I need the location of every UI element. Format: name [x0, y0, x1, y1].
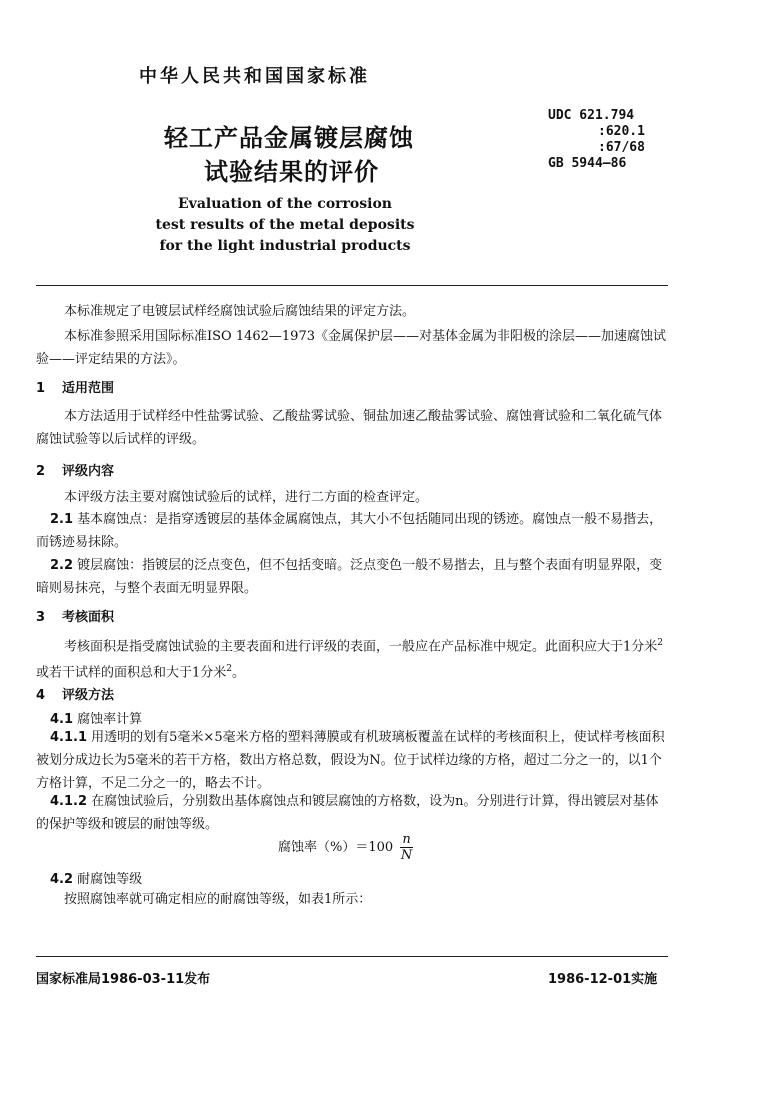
- footer-divider: [36, 956, 668, 957]
- section-title: 评级内容: [62, 464, 115, 479]
- formula-denominator: N: [400, 848, 413, 863]
- section-3-text: [36, 632, 666, 685]
- formula-numerator: n: [402, 832, 411, 847]
- gb-code: GB 5944—86: [548, 156, 627, 171]
- section-2-text: 本评级方法主要对腐蚀试验后的试样，进行二方面的检查评定。: [64, 490, 429, 505]
- section-1-heading: [36, 377, 114, 396]
- effective-date: 1986-12-01实施: [548, 972, 658, 987]
- clause-text: 在腐蚀试验后，分别数出基体腐蚀点和镀层腐蚀的方格数，设为n。分别进行计算，得出镀层对基体的保护等级和镀层的耐蚀等级。: [36, 794, 659, 832]
- section-3-heading: [36, 606, 114, 625]
- clause-2-2: [36, 554, 666, 600]
- english-title-line-2: test results of the metal deposits: [155, 217, 415, 233]
- clause-number: 2.2: [50, 558, 74, 573]
- section-number: 2: [36, 464, 46, 479]
- title-line-1: 轻工产品金属镀层腐蚀: [164, 124, 414, 152]
- superscript: 2: [226, 664, 233, 675]
- intro-paragraph-2: 本标准参照采用国际标准ISO 1462—1973《金属保护层——对基体金属为非阳极的涂层——加速腐蚀试验——评定结果的方法》。: [36, 329, 666, 367]
- clause-text: 用透明的划有5毫米×5毫米方格的塑料薄膜或有机玻璃板覆盖在试样的考核面积上，使试样考核面积被划分成边长为5毫米的若干方格，数出方格总数，假设为N。位于试样边缘的方格，超过二分之一的，以1个方格计算，不足二分之一的，略去不计。: [36, 730, 665, 791]
- formula-fraction: [400, 832, 412, 863]
- intro-paragraph-1: 本标准规定了电镀层试样经腐蚀试验后腐蚀结果的评定方法。: [64, 304, 416, 319]
- section-3-text-c: 。: [232, 665, 246, 681]
- corrosion-rate-formula: [278, 832, 413, 863]
- clause-number: 4.1: [50, 712, 74, 727]
- clause-number: 4.1.2: [50, 794, 88, 809]
- udc-code: UDC 621.794: [548, 108, 635, 123]
- section-number: 4: [36, 688, 46, 703]
- classification-codes: [548, 108, 645, 172]
- clause-number: 4.2: [50, 872, 74, 887]
- formula-lhs: 腐蚀率（%）＝100: [278, 840, 394, 855]
- udc-code-3: :67/68: [598, 140, 645, 155]
- superscript: 2: [657, 638, 664, 648]
- section-4-heading: [36, 684, 114, 703]
- section-number: 1: [36, 381, 46, 396]
- udc-code-2: :620.1: [598, 124, 645, 139]
- section-title: 适用范围: [62, 381, 115, 396]
- clause-2-1: [36, 508, 666, 554]
- section-2-heading: [36, 460, 114, 479]
- section-3-text-b: 或若干试样的面积总和大于1分米: [36, 665, 227, 681]
- clause-number: 4.1.1: [50, 730, 88, 745]
- english-title: [150, 194, 420, 257]
- top-divider: [36, 285, 668, 286]
- section-number: 3: [36, 610, 46, 625]
- clause-4-2-text: 按照腐蚀率就可确定相应的耐腐蚀等级，如表1所示：: [64, 892, 372, 907]
- issue-date: 国家标准局1986-03-11发布: [36, 972, 211, 987]
- section-3-text-a: 考核面积是指受腐蚀试验的主要表面和进行评级的表面，一般应在产品标准中规定。此面积应大于1分米: [64, 639, 658, 655]
- english-title-line-3: for the light industrial products: [159, 238, 411, 254]
- clause-number: 2.1: [50, 512, 74, 527]
- clause-title: 耐腐蚀等级: [77, 872, 143, 887]
- section-title: 考核面积: [62, 610, 115, 625]
- english-title-line-1: Evaluation of the corrosion: [178, 196, 392, 212]
- section-1-text: 本方法适用于试样经中性盐雾试验、乙酸盐雾试验、铜盐加速乙酸盐雾试验、腐蚀膏试验和二氧化硫气体腐蚀试验等以后试样的评级。: [36, 409, 663, 447]
- clause-text: 镀层腐蚀：指镀层的泛点变色，但不包括变暗。泛点变色一般不易揩去，且与整个表面有明显界限，变暗则易抹亮，与整个表面无明显界限。: [36, 558, 663, 596]
- clause-4-1-1: [36, 726, 666, 795]
- clause-text: 基本腐蚀点：是指穿透镀层的基体金属腐蚀点，其大小不包括随同出现的锈迹。腐蚀点一般不易揩去，而锈迹易抹除。: [36, 512, 663, 550]
- clause-4-1-2: [36, 790, 666, 836]
- national-standard-header: 中华人民共和国国家标准: [139, 66, 370, 87]
- title-line-2: 试验结果的评价: [204, 158, 379, 186]
- clause-title: 腐蚀率计算: [77, 712, 143, 727]
- section-title: 评级方法: [62, 688, 115, 703]
